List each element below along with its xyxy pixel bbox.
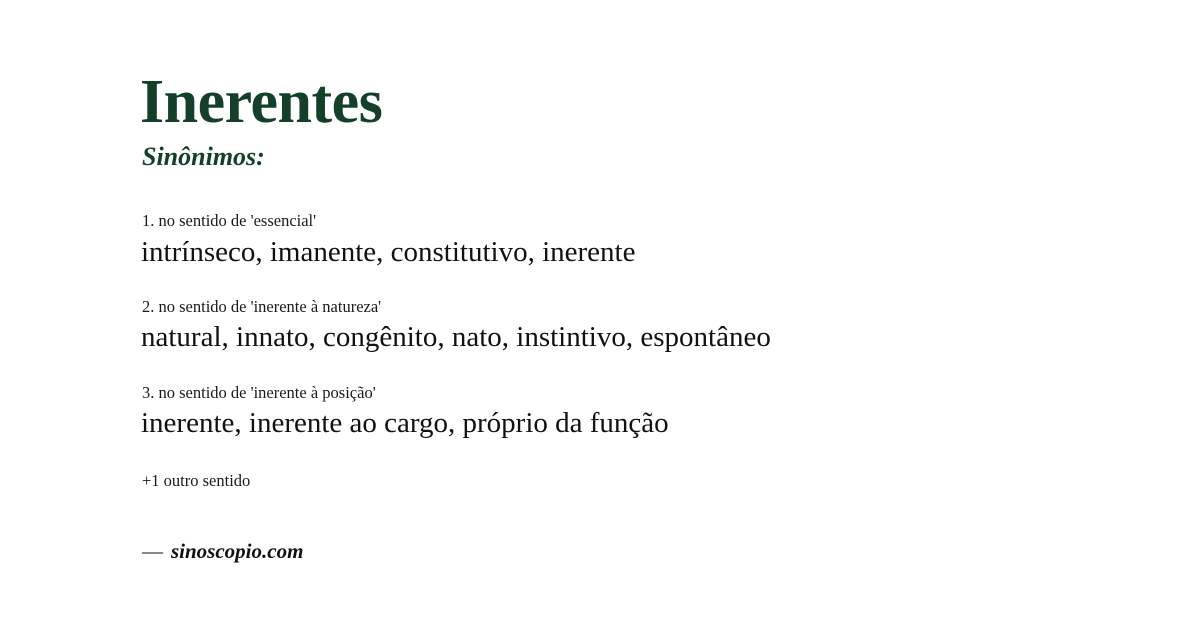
sense-entry — [140, 296, 1120, 356]
sense-synonyms: inerente, inerente ao cargo, próprio da função — [141, 407, 669, 439]
synonyms-subtitle: Sinônimos: — [142, 142, 265, 172]
em-dash: — — [142, 539, 163, 564]
source-name: sinoscopio.com — [171, 539, 304, 564]
sense-list — [140, 210, 1120, 441]
more-senses-note: +1 outro sentido — [142, 471, 251, 491]
page-title: Inerentes — [140, 68, 383, 136]
sense-synonyms: intrínseco, imanente, constitutivo, inerente — [141, 235, 636, 268]
sense-label: 3. no sentido de 'inerente à posição' — [142, 382, 376, 402]
source-attribution — [142, 539, 1120, 564]
sense-synonyms: natural, innato, congênito, nato, instintivo, espontâneo — [141, 321, 771, 354]
sense-label: 1. no sentido de 'essencial' — [142, 211, 317, 231]
sense-label: 2. no sentido de 'inerente à natureza' — [142, 296, 382, 316]
sense-entry — [140, 210, 1120, 270]
sense-entry — [140, 382, 1120, 442]
